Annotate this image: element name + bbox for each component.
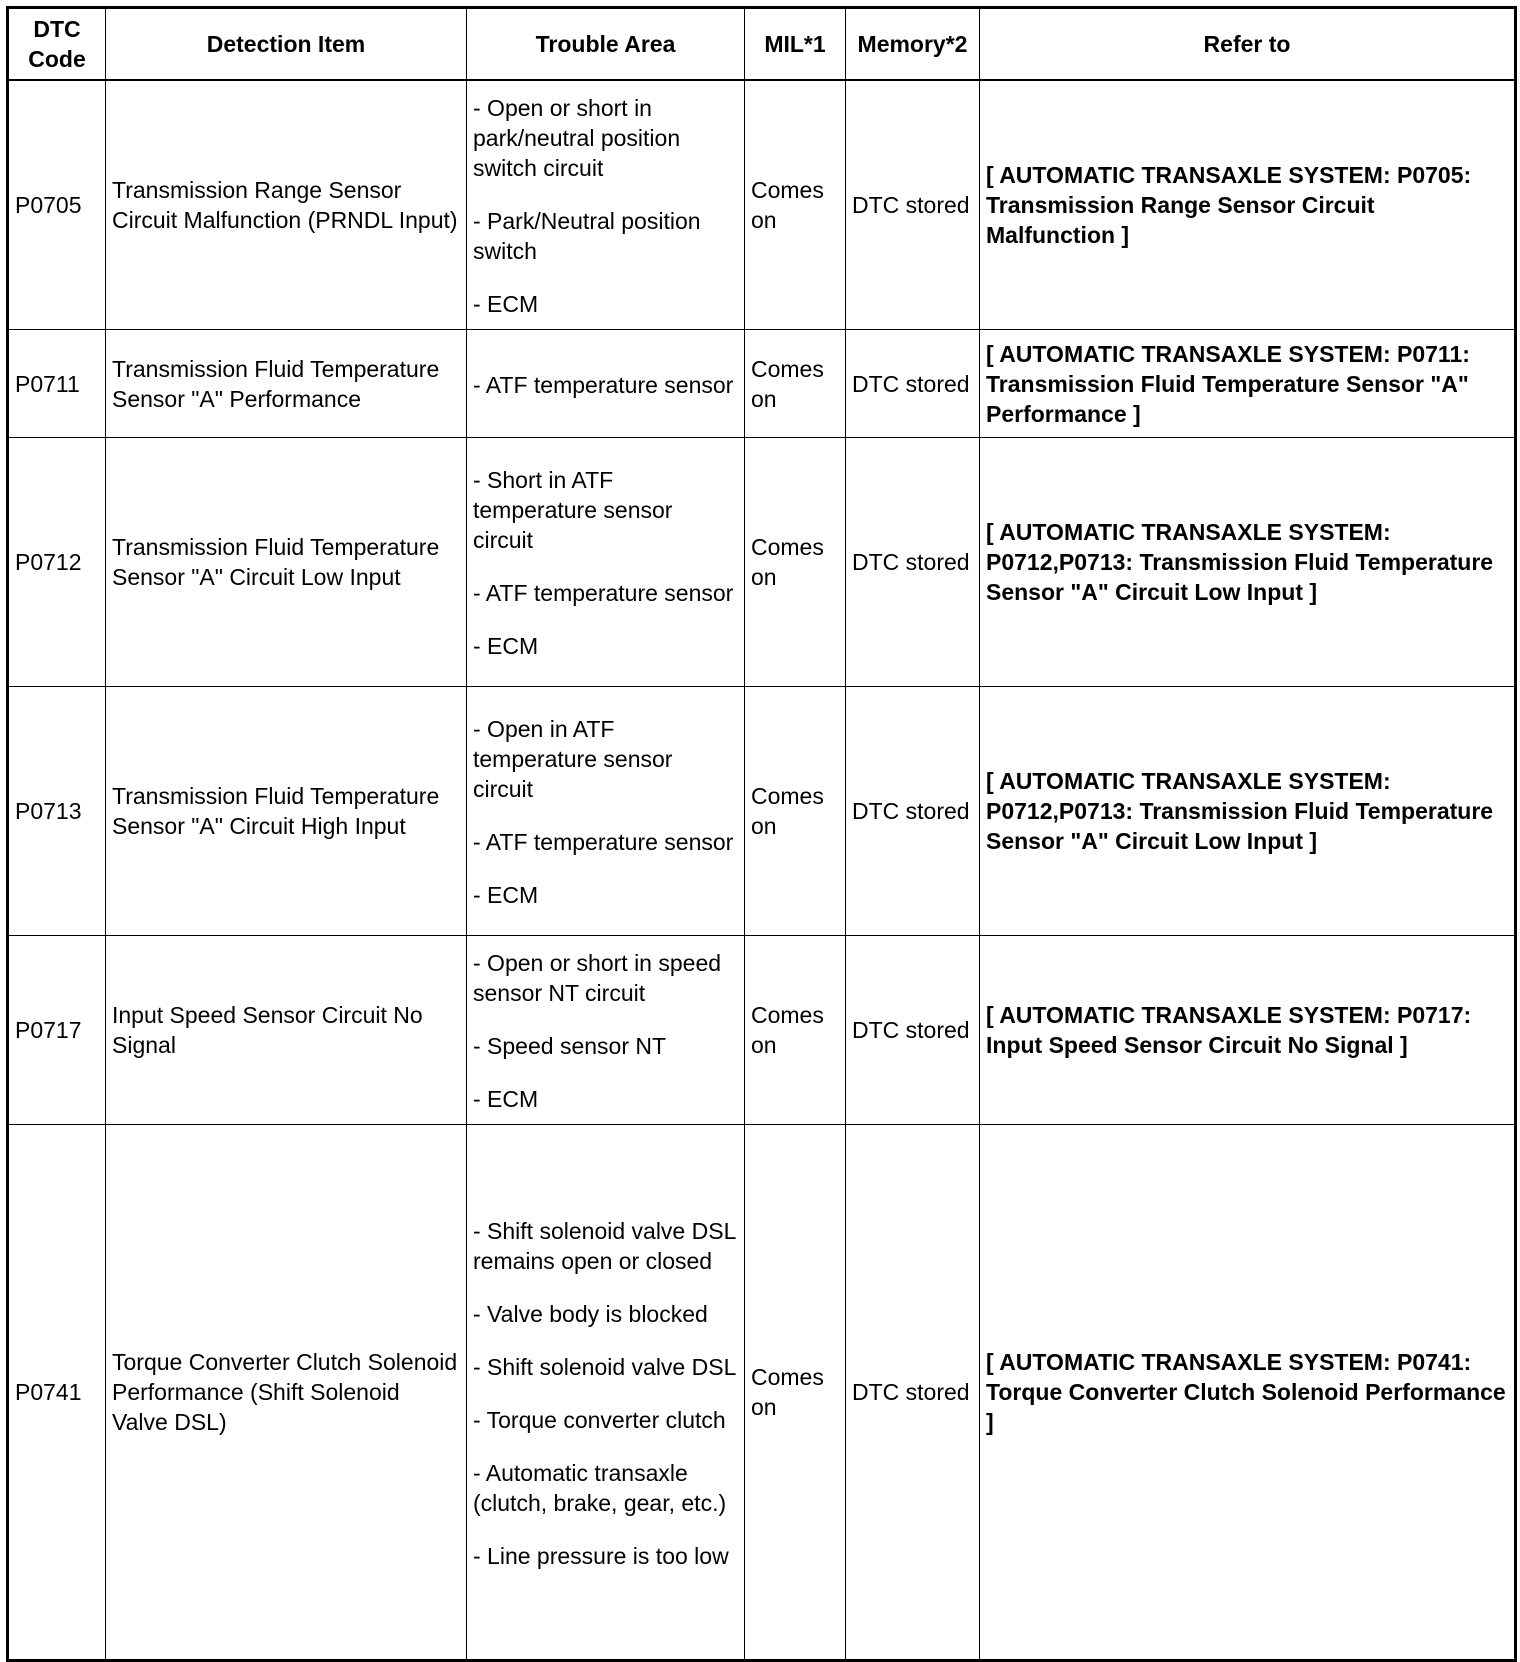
trouble-area-item: - Shift solenoid valve DSL remains open or closed xyxy=(473,1217,736,1274)
header-trouble-area: Trouble Area xyxy=(467,8,745,81)
detection-item-cell: Transmission Fluid Temperature Sensor "A" Performance xyxy=(106,330,467,438)
trouble-area-item: - ECM xyxy=(473,1086,539,1112)
trouble-area-item: - Automatic transaxle (clutch, brake, gear, etc.) xyxy=(473,1459,727,1516)
dtc-code-cell: P0717 xyxy=(8,936,106,1125)
trouble-area-item: - Open or short in speed sensor NT circuit xyxy=(473,950,722,1006)
table-row xyxy=(8,1125,1516,1661)
trouble-area-item: - Shift solenoid valve DSL xyxy=(473,1353,737,1380)
detection-item-cell: Torque Converter Clutch Solenoid Performance (Shift Solenoid Valve DSL) xyxy=(106,1125,467,1661)
table-body xyxy=(8,80,1516,1661)
refer-to-cell: [ AUTOMATIC TRANSAXLE SYSTEM: P0717: Input Speed Sensor Circuit No Signal ] xyxy=(980,936,1516,1125)
refer-to-cell: [ AUTOMATIC TRANSAXLE SYSTEM: P0741: Torque Converter Clutch Solenoid Performance ] xyxy=(980,1125,1516,1661)
table-row xyxy=(8,936,1516,1125)
refer-to-cell: [ AUTOMATIC TRANSAXLE SYSTEM: P0711: Transmission Fluid Temperature Sensor "A" Performance ] xyxy=(980,330,1516,438)
trouble-area-item: - ATF temperature sensor xyxy=(473,371,734,398)
dtc-code-cell: P0741 xyxy=(8,1125,106,1661)
trouble-area-item: - Line pressure is too low xyxy=(473,1542,729,1569)
table-row xyxy=(8,330,1516,438)
dtc-table xyxy=(6,6,1517,1662)
mil-cell: Comes on xyxy=(745,80,846,330)
trouble-area-item: - ATF temperature sensor xyxy=(473,829,734,855)
dtc-code-cell: P0712 xyxy=(8,438,106,687)
header-refer-to: Refer to xyxy=(980,8,1516,81)
dtc-code-cell: P0711 xyxy=(8,330,106,438)
memory-cell: DTC stored xyxy=(846,1125,980,1661)
mil-cell: Comes on xyxy=(745,936,846,1125)
header-dtc-code: DTC Code xyxy=(8,8,106,81)
trouble-area-item: - Open or short in park/neutral position switch circuit xyxy=(473,95,681,181)
detection-item-cell: Transmission Fluid Temperature Sensor "A" Circuit High Input xyxy=(106,687,467,936)
trouble-area-cell xyxy=(467,687,745,936)
trouble-area-item: - ECM xyxy=(473,633,539,659)
mil-cell: Comes on xyxy=(745,1125,846,1661)
memory-cell: DTC stored xyxy=(846,80,980,330)
mil-cell: Comes on xyxy=(745,330,846,438)
trouble-area-item: - Park/Neutral position switch xyxy=(473,208,701,264)
trouble-area-cell xyxy=(467,936,745,1125)
memory-cell: DTC stored xyxy=(846,438,980,687)
detection-item-cell: Transmission Fluid Temperature Sensor "A" Circuit Low Input xyxy=(106,438,467,687)
trouble-area-item: - Torque converter clutch xyxy=(473,1406,726,1433)
trouble-area-item: - Open in ATF temperature sensor circuit xyxy=(473,716,673,802)
table-header xyxy=(8,8,1516,81)
memory-cell: DTC stored xyxy=(846,330,980,438)
trouble-area-item: - ECM xyxy=(473,291,539,317)
dtc-code-cell: P0705 xyxy=(8,80,106,330)
trouble-area-item: - Short in ATF temperature sensor circuit xyxy=(473,467,673,553)
trouble-area-cell xyxy=(467,80,745,330)
table-row xyxy=(8,80,1516,330)
refer-to-cell: [ AUTOMATIC TRANSAXLE SYSTEM: P0712,P0713: Transmission Fluid Temperature Sensor "A" Circuit Low Input ] xyxy=(980,687,1516,936)
header-row xyxy=(8,8,1516,81)
trouble-area-item: - ECM xyxy=(473,882,539,908)
memory-cell: DTC stored xyxy=(846,936,980,1125)
header-mil: MIL*1 xyxy=(745,8,846,81)
header-detection-item: Detection Item xyxy=(106,8,467,81)
trouble-area-cell xyxy=(467,330,745,438)
trouble-area-item: - Speed sensor NT xyxy=(473,1033,667,1059)
table-row xyxy=(8,687,1516,936)
table-row xyxy=(8,438,1516,687)
mil-cell: Comes on xyxy=(745,438,846,687)
trouble-area-item: - ATF temperature sensor xyxy=(473,580,734,606)
trouble-area-item: - Valve body is blocked xyxy=(473,1300,708,1327)
memory-cell: DTC stored xyxy=(846,687,980,936)
trouble-area-cell xyxy=(467,1125,745,1661)
detection-item-cell: Transmission Range Sensor Circuit Malfunction (PRNDL Input) xyxy=(106,80,467,330)
mil-cell: Comes on xyxy=(745,687,846,936)
detection-item-cell: Input Speed Sensor Circuit No Signal xyxy=(106,936,467,1125)
header-memory: Memory*2 xyxy=(846,8,980,81)
refer-to-cell: [ AUTOMATIC TRANSAXLE SYSTEM: P0705: Transmission Range Sensor Circuit Malfunction ] xyxy=(980,80,1516,330)
dtc-code-cell: P0713 xyxy=(8,687,106,936)
trouble-area-cell xyxy=(467,438,745,687)
refer-to-cell: [ AUTOMATIC TRANSAXLE SYSTEM: P0712,P0713: Transmission Fluid Temperature Sensor "A" Circuit Low Input ] xyxy=(980,438,1516,687)
